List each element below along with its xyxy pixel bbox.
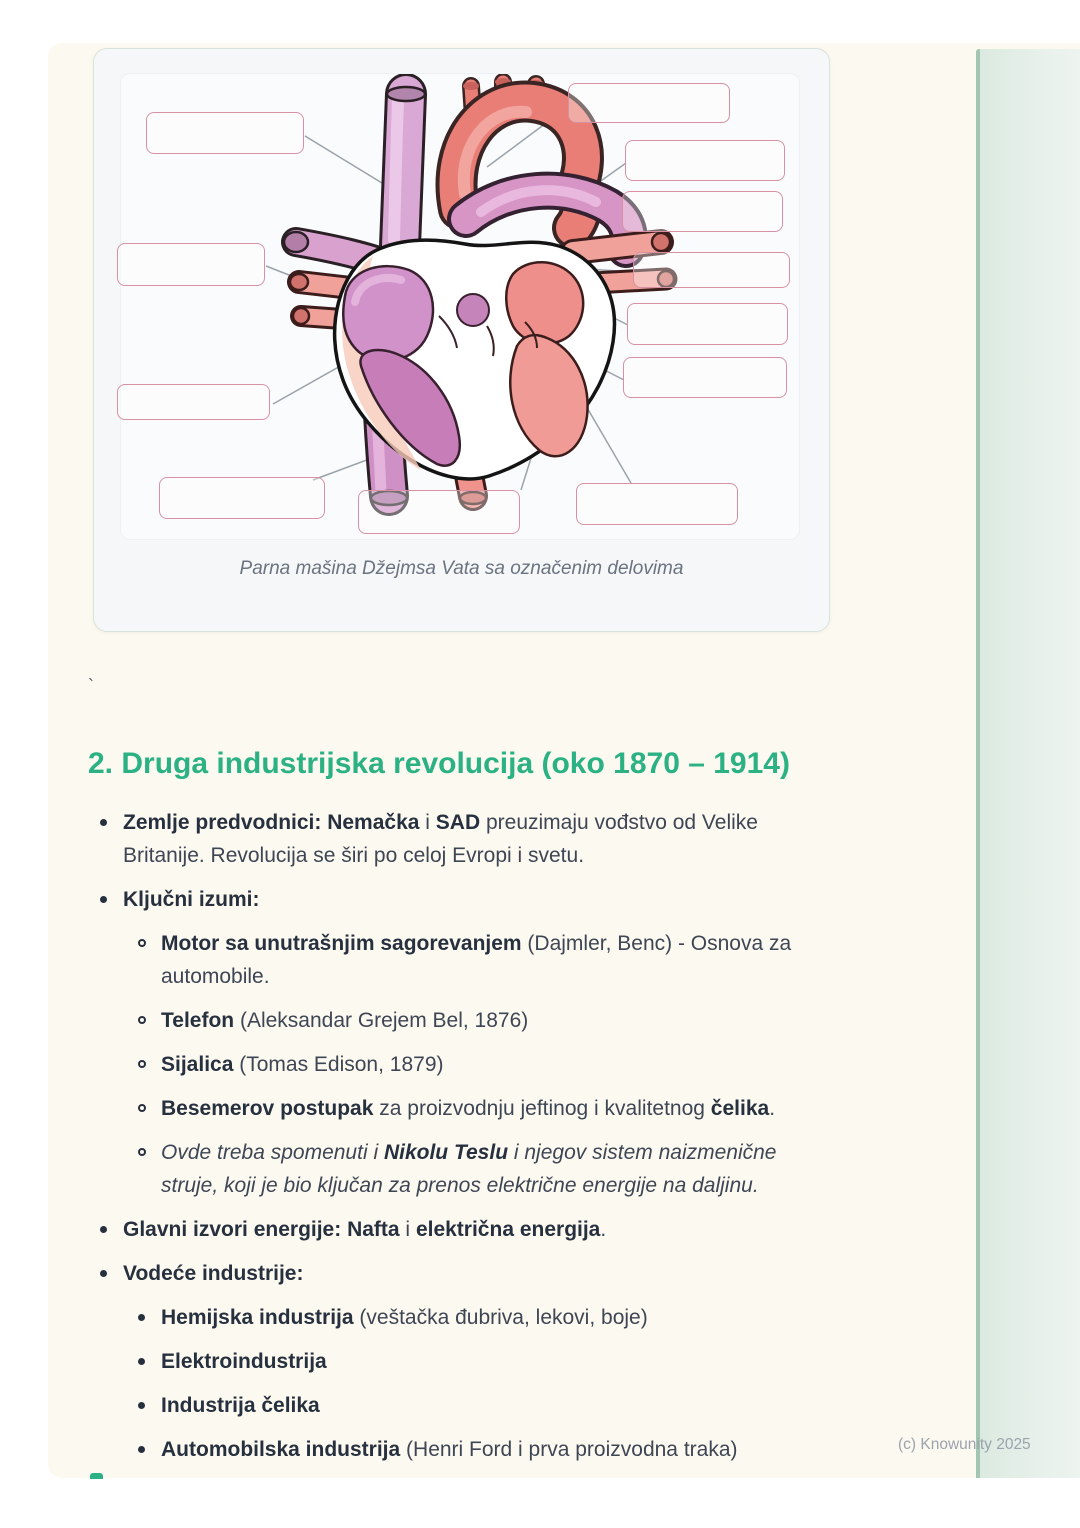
list-item-text: Vodeće industrije: (123, 1262, 304, 1285)
bullet-marker-icon (136, 1092, 161, 1125)
diagram-label-box (146, 112, 304, 154)
bullet-marker-icon (136, 1345, 161, 1378)
bullet-marker-icon (98, 1213, 123, 1246)
right-sidebar-accent (976, 49, 1080, 1478)
copyright-watermark: (c) Knowunity 2025 (898, 1436, 1031, 1453)
list-item (126, 1301, 818, 1334)
list-item (126, 1345, 818, 1378)
list-item-text: Hemijska industrija (veštačka đubriva, lekovi, boje) (161, 1306, 648, 1329)
list-item (88, 806, 818, 872)
list-item (88, 883, 818, 916)
list-item (126, 1389, 818, 1422)
list-item-text: Elektroindustrija (161, 1350, 327, 1373)
diagram-caption: Parna mašina Džejmsa Vata sa označenim delovima (239, 558, 684, 579)
section-heading: 2. Druga industrijska revolucija (oko 1870 – 1914) (88, 747, 790, 780)
bullet-marker-icon (136, 1389, 161, 1422)
text-column (88, 676, 818, 1477)
diagram-label-box (633, 252, 790, 288)
list-item-text: Glavni izvori energije: Nafta i električna energija. (123, 1218, 607, 1241)
list-item-text: Ovde treba spomenuti i Nikolu Teslu i njegov sistem naizmenične struje, koji je bio ključan za prenos električne energije na daljinu. (161, 1141, 777, 1197)
list-item-text: Sijalica (Tomas Edison, 1879) (161, 1053, 444, 1076)
list-item (88, 1213, 818, 1246)
list-item-text: Ključni izumi: (123, 888, 260, 911)
list-item (126, 927, 818, 993)
bullet-marker-icon (136, 1004, 161, 1037)
list-item (126, 1433, 818, 1466)
diagram-label-box (117, 243, 265, 286)
list-item-text: Industrija čelika (161, 1394, 320, 1417)
bullet-marker-icon (136, 1301, 161, 1334)
diagram-label-box (622, 191, 783, 232)
bullet-marker-icon (98, 806, 123, 872)
diagram-label-box (358, 490, 520, 534)
diagram-label-box (627, 303, 788, 345)
list-item-text: Motor sa unutrašnjim sagorevanjem (Dajmler, Benc) - Osnova za automobile. (161, 932, 792, 988)
diagram-label-box (576, 483, 738, 525)
list-item (126, 1136, 818, 1202)
diagram-label-box (117, 384, 270, 420)
list-item (126, 1048, 818, 1081)
list-item (88, 1257, 818, 1290)
stray-backtick: ` (88, 676, 94, 696)
diagram-label-box (568, 83, 730, 123)
list-item-text: Besemerov postupak za proizvodnju jeftinog i kvalitetnog čelika. (161, 1097, 776, 1120)
diagram-label-box (159, 477, 325, 519)
list-item-text: Automobilska industrija (Henri Ford i prva proizvodna traka) (161, 1438, 738, 1461)
list-item-text: Telefon (Aleksandar Grejem Bel, 1876) (161, 1009, 529, 1032)
list-item (126, 1092, 818, 1125)
bullet-marker-icon (98, 883, 123, 916)
list-item (126, 1004, 818, 1037)
bullet-marker-icon (136, 927, 161, 993)
diagram-label-box (625, 140, 785, 181)
bullet-list (88, 806, 818, 1466)
bullet-marker-icon (136, 1048, 161, 1081)
bullet-marker-icon (136, 1136, 161, 1202)
clipped-next-heading (90, 1473, 103, 1479)
diagram-label-box (623, 357, 787, 398)
bullet-marker-icon (136, 1433, 161, 1466)
bullet-marker-icon (98, 1257, 123, 1290)
list-item-text: Zemlje predvodnici: Nemačka i SAD preuzimaju vođstvo od Velike Britanije. Revolucija se širi po celoj Evropi i svetu. (123, 811, 758, 867)
